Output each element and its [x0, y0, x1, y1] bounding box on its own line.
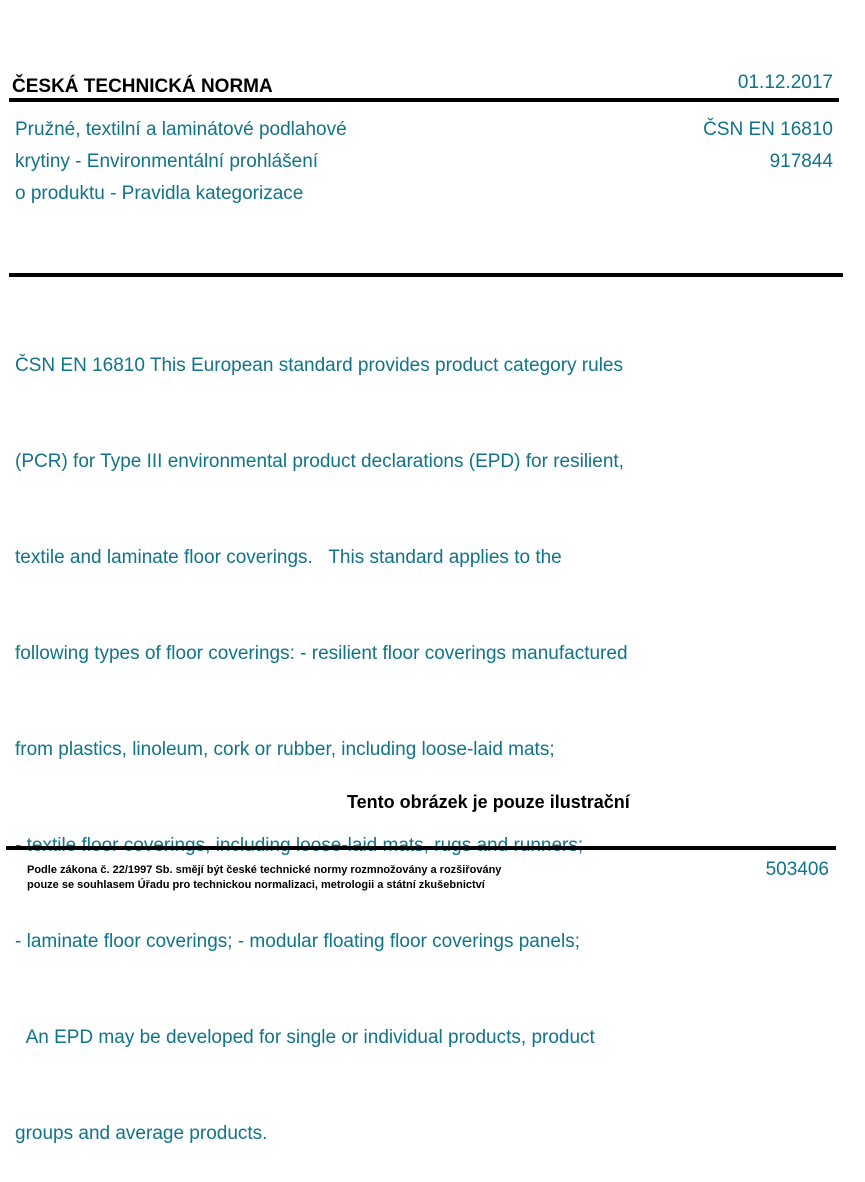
footer-divider: [6, 846, 836, 850]
abstract-text: [15, 286, 730, 1182]
standard-identifiers: [703, 114, 833, 178]
catalog-number: 917844: [769, 151, 833, 172]
standard-title: [15, 114, 435, 210]
legal-notice-line: pouze se souhlasem Úřadu pro technickou normalizaci, metrologii a státní zkušebnictví: [27, 879, 485, 891]
abstract-line: textile and laminate floor coverings. This standard applies to the: [15, 547, 562, 568]
illustration-note: Tento obrázek je pouze ilustrační: [347, 792, 630, 812]
abstract-line: from plastics, linoleum, cork or rubber, including loose-laid mats;: [15, 739, 555, 760]
norm-header-title: ČESKÁ TECHNICKÁ NORMA: [12, 76, 273, 97]
section-divider: [9, 273, 843, 277]
standard-title-line: o produktu - Pravidla kategorizace: [15, 183, 304, 204]
abstract-line: An EPD may be developed for single or individual products, product: [15, 1027, 595, 1048]
standard-code: ČSN EN 16810: [703, 119, 833, 140]
standard-title-line: krytiny - Environmentální prohlášení: [15, 151, 319, 172]
legal-notice: [27, 863, 501, 893]
publication-date: 01.12.2017: [737, 72, 833, 93]
abstract-line: following types of floor coverings: - resilient floor coverings manufactured: [15, 643, 628, 664]
abstract-line: ČSN EN 16810 This European standard provides product category rules: [15, 355, 623, 376]
abstract-line: - laminate floor coverings; - modular floating floor coverings panels;: [15, 931, 580, 952]
standard-title-line: Pružné, textilní a laminátové podlahové: [15, 119, 347, 140]
legal-notice-line: Podle zákona č. 22/1997 Sb. smějí být české technické normy rozmnožovány a rozšiřovány: [27, 864, 502, 876]
abstract-line: groups and average products.: [15, 1123, 268, 1144]
header-divider: [9, 98, 839, 102]
document-number: 503406: [765, 859, 829, 880]
abstract-line: (PCR) for Type III environmental product declarations (EPD) for resilient,: [15, 451, 624, 472]
